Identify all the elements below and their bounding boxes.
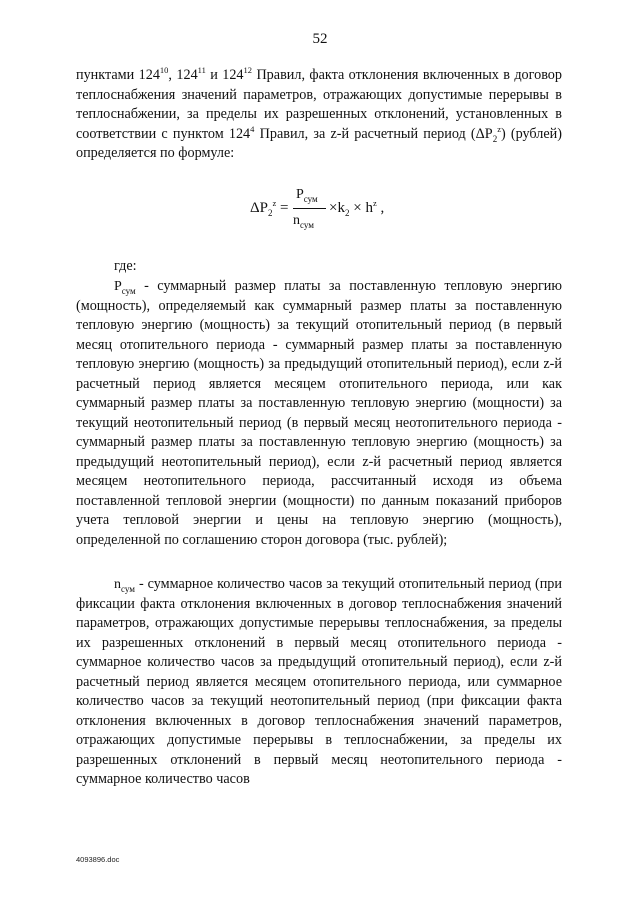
formula-equals: = bbox=[280, 200, 289, 216]
formula-ending: , bbox=[380, 200, 385, 216]
where-label: где: bbox=[114, 258, 137, 274]
formula-denominator bbox=[293, 213, 314, 229]
intro-sup-3: 12 bbox=[243, 65, 253, 75]
definition-n-sum bbox=[76, 575, 562, 790]
formula-h-symbol: h bbox=[365, 200, 373, 216]
intro-mid-1: , 124 bbox=[168, 67, 198, 83]
formula-lhs-symbol: ΔP bbox=[250, 200, 268, 216]
formula-numerator-sub: сум bbox=[303, 194, 318, 204]
intro-sup-1: 10 bbox=[159, 65, 169, 75]
intro-delta-sup: z bbox=[497, 123, 501, 134]
definition-p-sub: сум bbox=[121, 286, 136, 296]
formula-denominator-symbol: n bbox=[293, 213, 300, 228]
intro-sup-4: 4 bbox=[250, 123, 255, 134]
formula bbox=[0, 186, 640, 236]
formula-h-sup: z bbox=[372, 198, 377, 208]
formula-rhs bbox=[329, 200, 384, 217]
intro-prefix: пунктами 124 bbox=[76, 67, 160, 83]
formula-k-sub: 2 bbox=[344, 208, 350, 218]
formula-numerator bbox=[296, 187, 318, 203]
intro-text-3: ) (рублей) определяется по формуле: bbox=[76, 125, 562, 161]
paragraph-intro bbox=[76, 66, 562, 164]
definition-n-symbol: n bbox=[114, 577, 121, 592]
definition-p-text: - суммарный размер платы за поставленную тепловую энергию (мощность), определяемый как суммарный размер платы за поставленную тепловую энергию (мощность) за текущий отопительный период (в первый месяц отопительного периода - суммарный размер платы за поставленную тепловую энергию (мощность) за предыдущий отопительный период), если z-й расчетный период является месяцем отопительного периода, или как суммарный размер платы за поставленную тепловую энергию (мощности) за текущий неотопительный период (в первый месяц неотопительного периода - суммарный размер платы за поставленную тепловую энергию (мощность) за предыдущий неотопительный период), если z-й расчетный период является месяцем неотопительного периода, рассчитанный исходя из объема поставленной тепловой энергии (мощности) по данным показаний приборов учета тепловой энергии и цены на тепловую энергию (мощность), определенной по соглашению сторон договора (тыс. рублей); bbox=[76, 278, 562, 548]
footer-filename: 4093896.doc bbox=[76, 855, 120, 864]
formula-fraction-line bbox=[293, 208, 326, 209]
formula-numerator-symbol: P bbox=[296, 187, 304, 202]
formula-denominator-sub: сум bbox=[300, 220, 314, 230]
intro-text-2: Правил, за z-й расчетный период ( bbox=[254, 125, 476, 142]
intro-mid-2: и 124 bbox=[205, 67, 244, 83]
formula-times-1: × bbox=[329, 200, 338, 216]
formula-k-symbol: k bbox=[337, 200, 345, 216]
intro-delta-symbol: ΔP bbox=[475, 125, 493, 142]
definition-n-text: - суммарное количество часов за текущий отопительный период (при фиксации факта отклонения включенных в договор теплоснабжения значений параметров, отражающих допустимые перерывы теплоснабжения, за пределы их разрешенных отклонений в первый месяц отопительного периода - суммарное количество часов за предыдущий отопительный период), если z-й расчетный период является месяцем отопительного периода, или суммарное количество часов за текущий неотопительный период (при фиксации факта отклонения включенных в договор теплоснабжения значений параметров, отражающих допустимые перерывы в теплоснабжении, за пределы их разрешенных отклонений в первый месяц неотопительного периода - суммарное количество часов bbox=[76, 576, 562, 787]
formula-times-2: × bbox=[353, 200, 362, 216]
definition-p-symbol: P bbox=[114, 279, 122, 294]
intro-sup-2: 11 bbox=[197, 65, 206, 75]
intro-text-1: Правил, факта отклонения включенных в договор теплоснабжения значений параметров, отражающих допустимые перерывы в теплоснабжении, за пределы их разрешенных отклонений, установленных в соответствии с пунктом 124 bbox=[76, 67, 562, 142]
page-number: 52 bbox=[312, 31, 328, 47]
definition-p-sum bbox=[76, 277, 562, 550]
definition-n-sub: сум bbox=[121, 584, 135, 594]
formula-lhs-sup: z bbox=[272, 198, 277, 208]
formula-lhs bbox=[250, 200, 289, 217]
intro-delta-sub: 2 bbox=[492, 133, 498, 144]
formula-lhs-sub: 2 bbox=[268, 208, 273, 218]
